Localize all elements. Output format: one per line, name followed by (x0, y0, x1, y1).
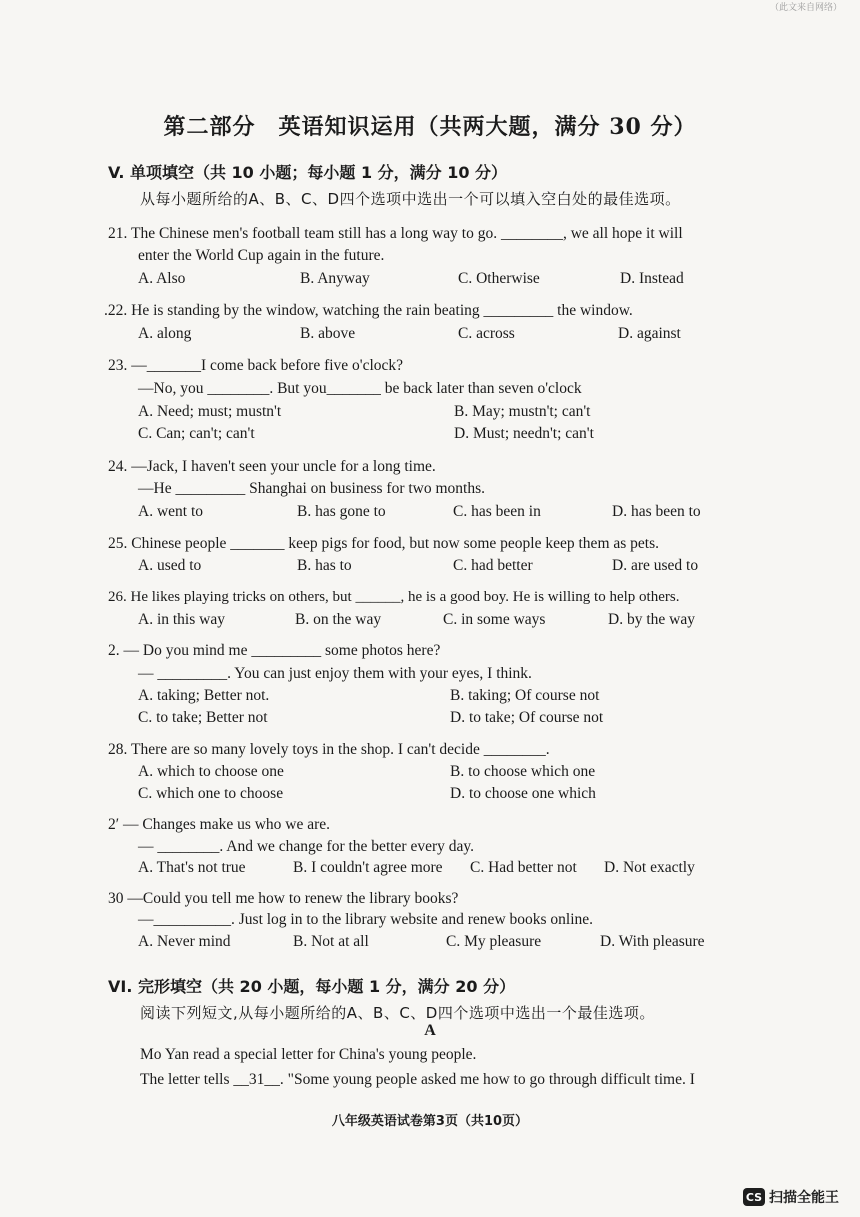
q30-option-b: B. Not at all (293, 933, 369, 950)
section-5-instruction: 从每小题所给的A、B、C、D四个选项中选出一个可以填入空白处的最佳选项。 (140, 190, 681, 208)
section-5-heading: V. 单项填空（共 10 小题；每小题 1 分，满分 10 分） (108, 163, 508, 182)
question-27-line2: — _________. You can just enjoy them with your eyes, I think. (138, 665, 532, 682)
q23-option-b: B. May; mustn't; can't (454, 403, 591, 420)
q23-option-d: D. Must; needn't; can't (454, 425, 594, 442)
q30-option-a: A. Never mind (138, 933, 231, 950)
question-30: 30 —Could you tell me how to renew the library books? (108, 890, 459, 907)
q28-option-d: D. to choose one which (450, 785, 596, 802)
question-29: 2′ — Changes make us who we are. (108, 816, 331, 833)
q21-option-b: B. Anyway (300, 270, 370, 287)
q26-option-b: B. on the way (295, 611, 382, 628)
question-21-line2: enter the World Cup again in the future. (138, 247, 385, 264)
q29-option-b: B. I couldn't agree more (293, 859, 443, 876)
q25-option-b: B. has to (297, 557, 352, 574)
q28-option-a: A. which to choose one (138, 763, 284, 780)
question-24-line2: —He _________ Shanghai on business for two months. (138, 480, 486, 497)
q21-option-a: A. Also (138, 270, 186, 287)
passage-label: A (424, 1022, 436, 1039)
q21-option-d: D. Instead (620, 270, 684, 287)
q26-option-c: C. in some ways (443, 611, 546, 628)
q25-option-c: C. had better (453, 557, 533, 574)
question-23: 23. —_______I come back before five o'clock? (108, 357, 404, 374)
q21-option-c: C. Otherwise (458, 270, 540, 287)
part-title: 第二部分 英语知识运用（共两大题，满分 30 分） (163, 114, 697, 140)
section-6-instruction: 阅读下列短文,从每小题所给的A、B、C、D四个选项中选出一个最佳选项。 (140, 1004, 655, 1022)
passage-paragraph-2: The letter tells __31__. "Some young people asked me how to go through difficult time. I (140, 1071, 695, 1088)
scanner-logo (743, 1187, 839, 1207)
corner-note: （此文来自网络） (769, 3, 842, 13)
q29-option-d: D. Not exactly (604, 859, 695, 876)
q24-option-b: B. has gone to (297, 503, 386, 520)
question-22: .22. He is standing by the window, watching the rain beating _________ the window. (104, 302, 633, 319)
q27-option-a: A. taking; Better not. (138, 687, 270, 704)
q22-option-d: D. against (618, 325, 681, 342)
q28-option-b: B. to choose which one (450, 763, 596, 780)
q22-option-a: A. along (138, 325, 192, 342)
q23-option-c: C. Can; can't; can't (138, 425, 255, 442)
question-24: 24. —Jack, I haven't seen your uncle for a long time. (108, 458, 436, 475)
q29-option-c: C. Had better not (470, 859, 577, 876)
question-27: 2. — Do you mind me _________ some photos here? (108, 642, 441, 659)
logo-text: 扫描全能王 (769, 1190, 839, 1206)
q24-option-d: D. has been to (612, 503, 701, 520)
q22-option-b: B. above (300, 325, 356, 342)
q29-option-a: A. That's not true (138, 859, 246, 876)
question-23-line2: —No, you ________. But you_______ be back later than seven o'clock (138, 380, 582, 397)
question-21: 21. The Chinese men's football team still has a long way to go. ________, we all hope it will (108, 225, 683, 242)
question-26: 26. He likes playing tricks on others, but ______, he is a good boy. He is willing to help others. (108, 589, 680, 605)
q27-option-d: D. to take; Of course not (450, 709, 604, 726)
section-6-heading: VI. 完形填空（共 20 小题，每小题 1 分，满分 20 分） (108, 977, 516, 996)
passage-paragraph-1: Mo Yan read a special letter for China's young people. (140, 1046, 477, 1063)
page-footer: 八年级英语试卷第3页（共10页） (331, 1114, 529, 1129)
q26-option-a: A. in this way (138, 611, 225, 628)
q30-option-c: C. My pleasure (446, 933, 542, 950)
question-30-line2: —__________. Just log in to the library website and renew books online. (138, 911, 594, 928)
q23-option-a: A. Need; must; mustn't (138, 403, 282, 420)
q30-option-d: D. With pleasure (600, 933, 705, 950)
question-29-line2: — ________. And we change for the better every day. (138, 838, 475, 855)
q26-option-d: D. by the way (608, 611, 695, 628)
question-25: 25. Chinese people _______ keep pigs for food, but now some people keep them as pets. (108, 535, 659, 552)
q22-option-c: C. across (458, 325, 515, 342)
question-28: 28. There are so many lovely toys in the shop. I can't decide ________. (108, 741, 550, 758)
cs-logo-icon: CS (743, 1188, 765, 1206)
q25-option-d: D. are used to (612, 557, 699, 574)
q25-option-a: A. used to (138, 557, 202, 574)
q27-option-b: B. taking; Of course not (450, 687, 600, 704)
q24-option-c: C. has been in (453, 503, 541, 520)
q27-option-c: C. to take; Better not (138, 709, 268, 726)
q28-option-c: C. which one to choose (138, 785, 284, 802)
q24-option-a: A. went to (138, 503, 204, 520)
